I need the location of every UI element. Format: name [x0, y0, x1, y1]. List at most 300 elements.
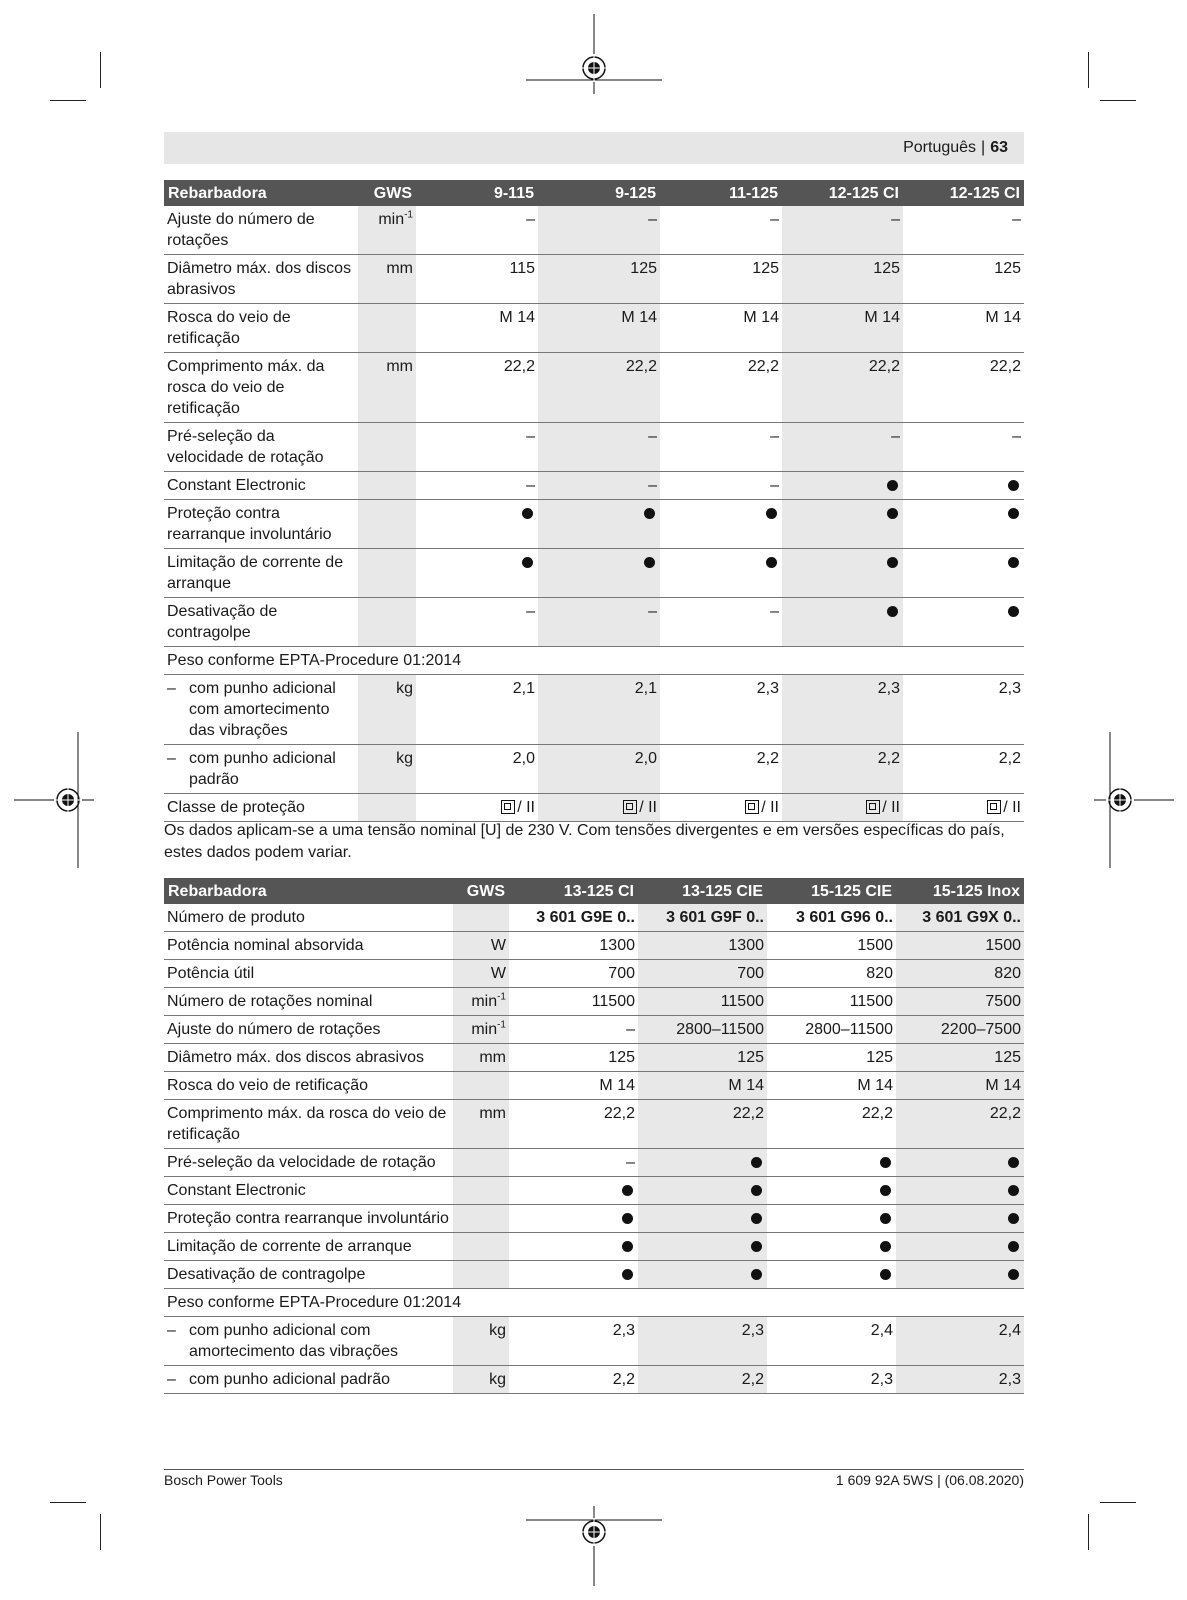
- value-text: –: [648, 211, 657, 228]
- table-row: [164, 206, 1024, 255]
- row-label: Rosca do veio de retificação: [164, 1072, 453, 1100]
- value-text: –: [626, 1154, 635, 1171]
- value-cell: [896, 1100, 1024, 1149]
- feature-dot-icon: [522, 508, 533, 519]
- value-cell: [782, 255, 903, 304]
- value-cell: [903, 500, 1024, 549]
- protection-class-icon: [745, 800, 759, 814]
- value-text: 2,3: [998, 1371, 1021, 1388]
- unit-cell: [453, 1016, 509, 1044]
- column-header: Rebarbadora: [164, 878, 453, 904]
- row-label: Desativação de contragolpe: [164, 598, 358, 647]
- value-cell: [660, 675, 782, 745]
- value-cell: [509, 1233, 638, 1261]
- value-cell: [903, 675, 1024, 745]
- unit-cell: [358, 353, 416, 423]
- feature-dot-icon: [751, 1213, 762, 1224]
- unit-cell: [358, 598, 416, 647]
- value-cell: [416, 255, 538, 304]
- feature-dot-icon: [766, 508, 777, 519]
- value-text: 2,3: [870, 1371, 893, 1388]
- feature-dot-icon: [1008, 1213, 1019, 1224]
- feature-dot-icon: [1008, 1157, 1019, 1168]
- feature-dot-icon: [887, 508, 898, 519]
- value-cell: [638, 1205, 767, 1233]
- unit-cell: [358, 255, 416, 304]
- sub-item: [167, 1369, 450, 1390]
- unit-cell: [358, 423, 416, 472]
- value-text: 125: [737, 1049, 764, 1066]
- value-cell: [638, 1177, 767, 1205]
- table-row: [164, 500, 1024, 549]
- table-row: [164, 1149, 1024, 1177]
- value-cell: [538, 206, 660, 255]
- sub-item-label: com punho adicional com amortecimento das vibrações: [189, 680, 336, 739]
- unit-cell: [358, 549, 416, 598]
- value-cell: [509, 1149, 638, 1177]
- table-row: [164, 1016, 1024, 1044]
- feature-dot-icon: [887, 557, 898, 568]
- feature-dot-icon: [880, 1213, 891, 1224]
- value-cell: [416, 549, 538, 598]
- feature-dot-icon: [751, 1269, 762, 1280]
- value-text: 2,1: [512, 680, 535, 697]
- value-cell: [896, 1072, 1024, 1100]
- value-cell: [638, 1149, 767, 1177]
- column-header: 12-125 CI: [903, 180, 1024, 206]
- value-text: 2,2: [756, 750, 779, 767]
- spec-table-2: [164, 878, 1024, 1394]
- value-cell: [896, 1261, 1024, 1289]
- value-text: 2,0: [634, 750, 657, 767]
- page-number: 63: [990, 139, 1008, 156]
- unit-cell: [453, 1100, 509, 1149]
- table-row: [164, 1366, 1024, 1394]
- product-number-cell: [896, 904, 1024, 932]
- value-text: 2,3: [756, 680, 779, 697]
- unit-label: kg: [396, 750, 413, 767]
- product-number-cell: [509, 904, 638, 932]
- value-text: 22,2: [868, 358, 900, 375]
- crop-mark: [100, 1514, 101, 1550]
- unit-label: mm: [479, 1049, 506, 1066]
- unit-cell: [453, 1261, 509, 1289]
- row-label: Número de produto: [164, 904, 453, 932]
- value-cell: [638, 1100, 767, 1149]
- value-text: 3 601 G9X 0..: [922, 909, 1021, 926]
- value-cell: [767, 1261, 896, 1289]
- feature-dot-icon: [751, 1185, 762, 1196]
- value-text: 2,3: [612, 1322, 635, 1339]
- value-cell: [767, 1177, 896, 1205]
- unit-cell: [453, 1072, 509, 1100]
- table-row: [164, 1072, 1024, 1100]
- value-text: 22,2: [861, 1105, 893, 1122]
- value-cell: [782, 353, 903, 423]
- column-header: GWS: [358, 180, 416, 206]
- value-text: 700: [737, 965, 764, 982]
- value-cell: [538, 549, 660, 598]
- value-text: –: [770, 428, 779, 445]
- row-label: Comprimento máx. da rosca do veio de retificação: [164, 1100, 453, 1149]
- crop-mark: [1100, 100, 1136, 101]
- column-header: 12-125 CI: [782, 180, 903, 206]
- value-text: M 14: [857, 1077, 893, 1094]
- value-text: 2,4: [998, 1322, 1021, 1339]
- value-cell: [509, 1205, 638, 1233]
- value-cell: [903, 353, 1024, 423]
- voltage-note: Os dados aplicam-se a uma tensão nominal [U] de 230 V. Com tensões divergentes e em versões específicas do país, estes dados podem variar.: [164, 822, 1005, 861]
- value-text: 1300: [728, 937, 764, 954]
- value-text: –: [770, 211, 779, 228]
- row-label: Pré-seleção da velocidade de rotação: [164, 1149, 453, 1177]
- value-text: 820: [866, 965, 893, 982]
- value-cell: [416, 472, 538, 500]
- value-cell: [660, 745, 782, 794]
- value-text: 115: [509, 260, 535, 277]
- feature-dot-icon: [766, 557, 777, 568]
- unit-exponent: -1: [404, 209, 413, 221]
- row-label: Classe de proteção: [164, 794, 358, 822]
- unit-cell: [358, 206, 416, 255]
- value-cell: [660, 549, 782, 598]
- value-cell: [896, 1366, 1024, 1394]
- feature-dot-icon: [751, 1157, 762, 1168]
- table-row: [164, 1261, 1024, 1289]
- value-text: M 14: [499, 309, 535, 326]
- value-text: 2,3: [741, 1322, 764, 1339]
- unit-label: W: [490, 937, 506, 954]
- unit-cell: [358, 500, 416, 549]
- value-text: –: [770, 477, 779, 494]
- unit-label: mm: [479, 1105, 506, 1122]
- unit-label: min: [471, 993, 498, 1010]
- value-cell: [767, 1205, 896, 1233]
- value-cell: [896, 1149, 1024, 1177]
- unit-cell: [453, 1366, 509, 1394]
- value-text: 125: [866, 1049, 893, 1066]
- value-text: 22,2: [603, 1105, 635, 1122]
- value-cell: [660, 500, 782, 549]
- value-text: –: [526, 477, 535, 494]
- value-cell: [638, 1016, 767, 1044]
- value-cell: [660, 304, 782, 353]
- value-cell: [638, 1317, 767, 1366]
- value-cell: [782, 549, 903, 598]
- value-text: 125: [994, 1049, 1021, 1066]
- value-text: –: [891, 211, 900, 228]
- table-row: [164, 1177, 1024, 1205]
- table-row: [164, 932, 1024, 960]
- list-dash: –: [167, 750, 176, 767]
- row-label: Constant Electronic: [164, 472, 358, 500]
- spec-table-1: [164, 180, 1024, 822]
- list-dash: –: [167, 680, 176, 697]
- row-label: Diâmetro máx. dos discos abrasivos: [164, 255, 358, 304]
- value-cell: [509, 1366, 638, 1394]
- value-cell: [509, 932, 638, 960]
- unit-cell: [453, 1044, 509, 1072]
- unit-cell: [453, 1317, 509, 1366]
- unit-cell: [453, 1205, 509, 1233]
- feature-dot-icon: [880, 1185, 891, 1196]
- column-header: GWS: [453, 878, 509, 904]
- page-header: [164, 132, 1024, 164]
- value-text: 125: [752, 260, 779, 277]
- value-text: 125: [608, 1049, 635, 1066]
- value-cell: [767, 960, 896, 988]
- value-text: / II: [1003, 799, 1021, 816]
- table-row: [164, 472, 1024, 500]
- value-text: 1300: [599, 937, 635, 954]
- weight-heading: Peso conforme EPTA-Procedure 01:2014: [164, 647, 1024, 675]
- row-label: [164, 1366, 453, 1394]
- value-cell: [638, 1366, 767, 1394]
- unit-label: mm: [386, 260, 413, 277]
- feature-dot-icon: [751, 1241, 762, 1252]
- unit-cell: [358, 304, 416, 353]
- weight-heading-row: [164, 647, 1024, 675]
- unit-cell: [453, 960, 509, 988]
- feature-dot-icon: [644, 508, 655, 519]
- registration-mark-icon: [526, 1506, 662, 1586]
- value-text: 2,1: [634, 680, 657, 697]
- row-label: [164, 1317, 453, 1366]
- value-cell: [782, 745, 903, 794]
- row-label: Limitação de corrente de arranque: [164, 1233, 453, 1261]
- unit-label: kg: [489, 1371, 506, 1388]
- feature-dot-icon: [1008, 1185, 1019, 1196]
- value-text: –: [626, 1021, 635, 1038]
- column-header: 9-115: [416, 180, 538, 206]
- feature-dot-icon: [1008, 1269, 1019, 1280]
- table-row: [164, 353, 1024, 423]
- footer-divider: [164, 1469, 1024, 1470]
- feature-dot-icon: [1008, 1241, 1019, 1252]
- value-text: 700: [608, 965, 635, 982]
- unit-exponent: -1: [497, 1019, 506, 1031]
- value-cell: [896, 1205, 1024, 1233]
- value-cell: [903, 472, 1024, 500]
- value-cell: [638, 988, 767, 1016]
- row-label: Desativação de contragolpe: [164, 1261, 453, 1289]
- value-text: M 14: [864, 309, 900, 326]
- value-cell: [638, 932, 767, 960]
- value-cell: [767, 1044, 896, 1072]
- value-text: 2,2: [741, 1371, 764, 1388]
- value-text: 22,2: [989, 1105, 1021, 1122]
- value-cell: [782, 304, 903, 353]
- header-separator: |: [981, 139, 986, 156]
- column-header: Rebarbadora: [164, 180, 358, 206]
- protection-class-icon: [987, 800, 1001, 814]
- value-text: 22,2: [989, 358, 1021, 375]
- unit-exponent: -1: [497, 991, 506, 1003]
- value-cell: [416, 304, 538, 353]
- column-header: 15-125 CIE: [767, 878, 896, 904]
- value-text: –: [648, 477, 657, 494]
- feature-dot-icon: [622, 1269, 633, 1280]
- unit-cell: [453, 904, 509, 932]
- value-cell: [896, 988, 1024, 1016]
- table-row: [164, 1317, 1024, 1366]
- value-text: 7500: [985, 993, 1021, 1010]
- value-cell: [782, 500, 903, 549]
- value-text: M 14: [621, 309, 657, 326]
- value-text: –: [1012, 211, 1021, 228]
- product-number-cell: [638, 904, 767, 932]
- value-text: 1500: [857, 937, 893, 954]
- registration-mark-icon: [526, 14, 662, 94]
- value-text: 2800–11500: [805, 1021, 893, 1038]
- protection-class-icon: [866, 800, 880, 814]
- value-cell: [896, 1016, 1024, 1044]
- value-text: / II: [639, 799, 657, 816]
- value-text: 2,2: [998, 750, 1021, 767]
- unit-label: min: [471, 1021, 498, 1038]
- value-cell: [782, 472, 903, 500]
- table-row: [164, 255, 1024, 304]
- sub-item-label: com punho adicional com amortecimento das vibrações: [189, 1322, 398, 1360]
- value-cell: [416, 206, 538, 255]
- footer-brand: Bosch Power Tools: [164, 1472, 283, 1488]
- table-row: [164, 960, 1024, 988]
- row-label: Ajuste do número de rotações: [164, 206, 358, 255]
- table-header-row: [164, 180, 1024, 206]
- table-row: [164, 988, 1024, 1016]
- value-text: –: [526, 428, 535, 445]
- value-cell: [767, 1016, 896, 1044]
- feature-dot-icon: [880, 1269, 891, 1280]
- column-header: 13-125 CIE: [638, 878, 767, 904]
- value-cell: [767, 1100, 896, 1149]
- value-text: –: [1012, 428, 1021, 445]
- value-text: M 14: [743, 309, 779, 326]
- unit-label: kg: [489, 1322, 506, 1339]
- crop-mark: [1100, 1502, 1136, 1503]
- value-cell: [509, 1044, 638, 1072]
- header-language: Português: [903, 139, 977, 156]
- value-cell: [416, 353, 538, 423]
- value-text: 11500: [849, 993, 893, 1010]
- value-text: –: [891, 428, 900, 445]
- value-text: 1500: [985, 937, 1021, 954]
- value-cell: [896, 1177, 1024, 1205]
- value-cell: [903, 255, 1024, 304]
- value-cell: [767, 1072, 896, 1100]
- value-cell: [782, 794, 903, 822]
- value-cell: [767, 1149, 896, 1177]
- value-cell: [660, 794, 782, 822]
- column-header: 11-125: [660, 180, 782, 206]
- feature-dot-icon: [1008, 508, 1019, 519]
- value-cell: [782, 206, 903, 255]
- sub-item: [167, 1320, 450, 1362]
- table-row: [164, 304, 1024, 353]
- unit-cell: [358, 472, 416, 500]
- feature-dot-icon: [622, 1185, 633, 1196]
- value-cell: [416, 500, 538, 549]
- value-cell: [638, 1233, 767, 1261]
- value-cell: [416, 598, 538, 647]
- value-cell: [782, 675, 903, 745]
- row-label: Comprimento máx. da rosca do veio de retificação: [164, 353, 358, 423]
- sub-item-label: com punho adicional padrão: [189, 1371, 391, 1388]
- value-cell: [896, 1317, 1024, 1366]
- value-text: 11500: [591, 993, 635, 1010]
- value-cell: [509, 960, 638, 988]
- feature-dot-icon: [622, 1241, 633, 1252]
- value-text: 2,3: [877, 680, 900, 697]
- feature-dot-icon: [880, 1241, 891, 1252]
- registration-mark-icon: [14, 732, 94, 868]
- row-label: Proteção contra rearranque involuntário: [164, 1205, 453, 1233]
- product-number-cell: [767, 904, 896, 932]
- unit-label: min: [378, 211, 405, 228]
- value-cell: [767, 1233, 896, 1261]
- value-text: –: [770, 603, 779, 620]
- value-cell: [538, 675, 660, 745]
- value-text: / II: [882, 799, 900, 816]
- value-cell: [538, 255, 660, 304]
- value-text: –: [648, 428, 657, 445]
- unit-cell: [453, 1177, 509, 1205]
- feature-dot-icon: [1008, 480, 1019, 491]
- table-row: [164, 745, 1024, 794]
- value-cell: [638, 960, 767, 988]
- column-header: 9-125: [538, 180, 660, 206]
- list-dash: –: [167, 1371, 176, 1388]
- sub-item: [167, 678, 355, 741]
- feature-dot-icon: [880, 1157, 891, 1168]
- row-label: Limitação de corrente de arranque: [164, 549, 358, 598]
- value-cell: [903, 598, 1024, 647]
- table-header-row: [164, 878, 1024, 904]
- value-cell: [638, 1044, 767, 1072]
- value-text: –: [526, 603, 535, 620]
- value-cell: [767, 988, 896, 1016]
- value-cell: [660, 423, 782, 472]
- value-cell: [538, 472, 660, 500]
- value-cell: [538, 794, 660, 822]
- value-cell: [660, 598, 782, 647]
- row-label: [164, 675, 358, 745]
- unit-cell: [453, 1149, 509, 1177]
- value-text: –: [526, 211, 535, 228]
- value-cell: [660, 472, 782, 500]
- value-cell: [509, 1317, 638, 1366]
- feature-dot-icon: [622, 1213, 633, 1224]
- unit-cell: [358, 794, 416, 822]
- value-cell: [660, 353, 782, 423]
- value-cell: [660, 206, 782, 255]
- value-cell: [638, 1072, 767, 1100]
- value-cell: [509, 988, 638, 1016]
- crop-mark: [50, 100, 86, 101]
- value-cell: [509, 1072, 638, 1100]
- value-text: –: [648, 603, 657, 620]
- value-text: 2,3: [998, 680, 1021, 697]
- value-cell: [416, 423, 538, 472]
- value-text: 2,2: [877, 750, 900, 767]
- value-cell: [538, 500, 660, 549]
- value-text: 125: [994, 260, 1021, 277]
- value-cell: [903, 794, 1024, 822]
- value-cell: [782, 598, 903, 647]
- value-cell: [538, 423, 660, 472]
- value-text: M 14: [985, 1077, 1021, 1094]
- value-text: 2,0: [512, 750, 535, 767]
